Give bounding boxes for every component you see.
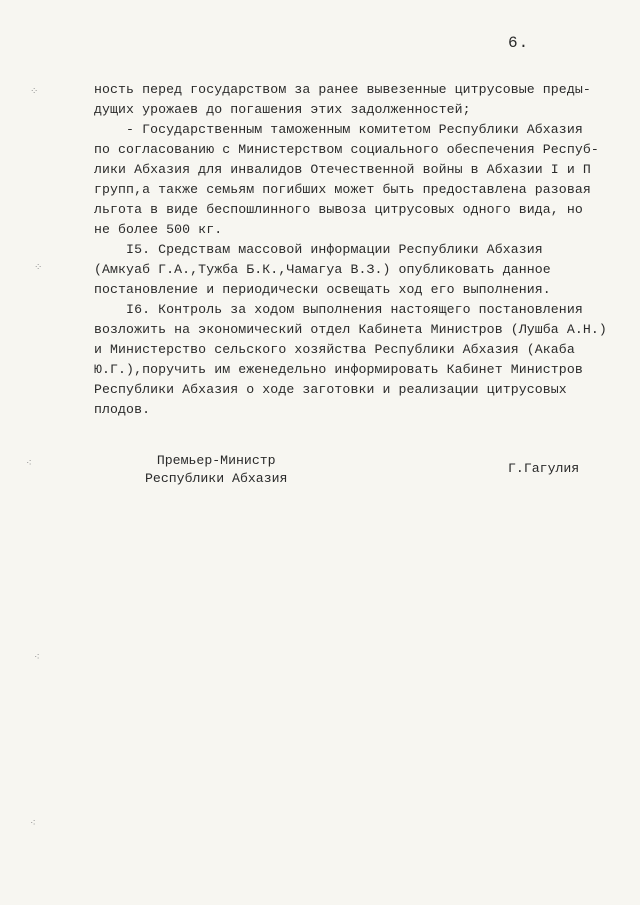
text-line: Республики Абхазия о ходе заготовки и реализации цитрусовых (94, 382, 567, 397)
text-line: групп,а также семьям погибших может быть предоставлена разовая (94, 182, 591, 197)
scan-mark: ⁖ (30, 818, 36, 829)
document-body (94, 80, 607, 420)
text-line: плодов. (94, 402, 151, 417)
text-line: лики Абхазия для инвалидов Отечественной войны в Абхазии I и П (94, 162, 591, 177)
text-line: I6. Контроль за ходом выполнения настоящего постановления (94, 302, 583, 317)
signatory-name: Г.Гагулия (508, 461, 580, 476)
text-line: I5. Средствам массовой информации Республики Абхазия (94, 242, 543, 257)
text-line: по согласованию с Министерством социального обеспечения Респуб- (94, 142, 599, 157)
text-line: льгота в виде беспошлинного вывоза цитрусовых одного вида, но (94, 202, 583, 217)
text-line: и Министерство сельского хозяйства Республики Абхазия (Акаба (94, 342, 575, 357)
text-line: Ю.Г.),поручить им еженедельно информировать Кабинет Министров (94, 362, 583, 377)
page-number: 6. (508, 34, 530, 52)
text-line: ность перед государством за ранее вывезенные цитрусовые преды- (94, 82, 591, 97)
scan-mark: ⁘ (34, 262, 43, 273)
signatory-title (145, 452, 287, 488)
text-line: - Государственным таможенным комитетом Республики Абхазия (94, 122, 583, 137)
scan-mark: ⁖ (26, 458, 32, 469)
text-line: дущих урожаев до погашения этих задолженностей; (94, 102, 471, 117)
text-line: (Амкуаб Г.А.,Тужба Б.К.,Чамагуа В.З.) опубликовать данное (94, 262, 551, 277)
text-line: постановление и периодически освещать ход его выполнения. (94, 282, 551, 297)
scan-mark: ⁘ (30, 86, 39, 97)
text-line: возложить на экономический отдел Кабинета Министров (Лушба А.Н.) (94, 322, 607, 337)
signatory-title-line1: Премьер-Министр (156, 453, 276, 468)
text-line: не более 500 кг. (94, 222, 223, 237)
signatory-title-line2: Республики Абхазия (145, 471, 288, 486)
scan-mark: ⁖ (34, 652, 40, 663)
